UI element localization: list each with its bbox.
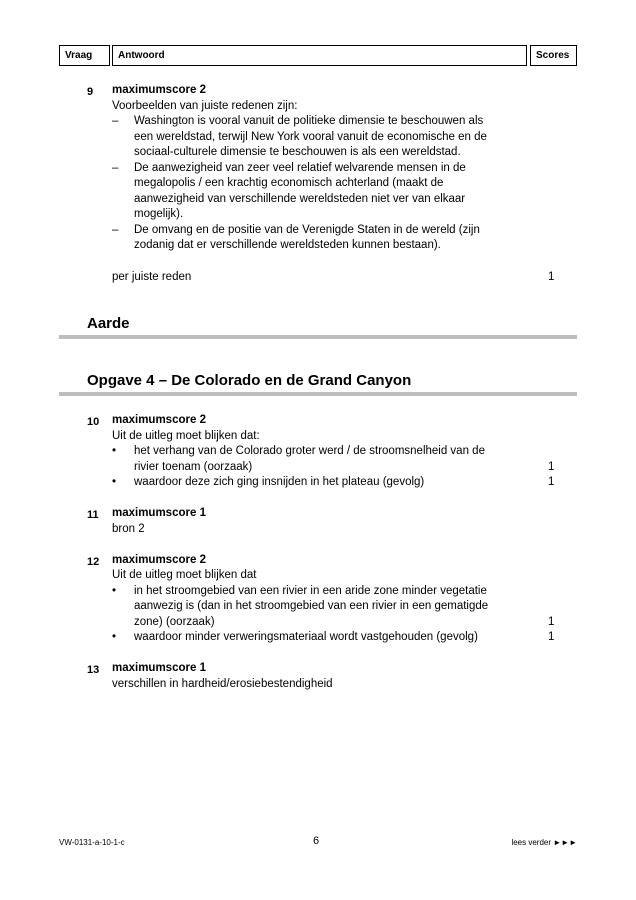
answer-line: het verhang van de Colorado groter werd / de stroomsnelheid van de [134,445,485,457]
bullet-marker: • [112,445,117,457]
dash-marker: – [112,162,119,174]
bullet-marker: • [112,585,117,597]
answer-line: waardoor deze zich ging insnijden in het plateau (gevolg) [134,476,425,488]
answer-line: een wereldstad, terwijl New York vooral vanuit de economische en de [134,131,487,143]
question-number: 12 [87,556,100,568]
score-value: 1 [548,631,555,643]
answer-line: De omvang en de positie van de Verenigde Staten in de wereld (zijn [134,224,480,236]
bullet-marker: • [112,476,117,488]
question-number: 11 [87,509,99,521]
question-number: 9 [87,86,94,98]
answer-line: aanwezig is (dan in het stroomgebied van een rivier in een gematigde [134,600,489,612]
section-title: Aarde [87,315,130,332]
question-max-score: maximumscore 1 [112,662,206,674]
score-value: 1 [548,271,555,283]
next-page-indicator: lees verder ►►► [511,838,577,847]
score-value: 1 [548,616,555,628]
answer-line: aanwezigheid van verschillende wereldsteden niet ver van elkaar [134,193,466,205]
answer-line: waardoor minder verweringsmateriaal wordt vastgehouden (gevolg) [134,631,478,643]
opgave-divider [59,392,577,396]
bullet-marker: • [112,631,117,643]
question-max-score: maximumscore 2 [112,554,206,566]
page-number: 6 [313,835,320,847]
answer-line: sociaal-culturele dimensie te beschouwen is als een wereldstad. [134,146,461,158]
question-max-score: maximumscore 2 [112,84,206,96]
dash-marker: – [112,224,119,236]
answer-line: Washington is vooral vanuit de politieke dimensie te beschouwen als [134,115,484,127]
answer-line: mogelijk). [134,208,184,220]
answer-line: zone) (oorzaak) [134,616,215,628]
question-intro: Voorbeelden van juiste redenen zijn: [112,100,298,112]
question-intro: Uit de uitleg moet blijken dat: [112,430,260,442]
header-antwoord: Antwoord [112,45,527,66]
answer-line: zodanig dat er verschillende wereldsteden kunnen bestaan). [134,239,441,251]
answer-line: megalopolis / een krachtig economisch achterland (maakt de [134,177,444,189]
question-max-score: maximumscore 2 [112,414,206,426]
question-number: 13 [87,664,100,676]
answer-line: verschillen in hardheid/erosiebestendigheid [112,678,333,690]
question-max-score: maximumscore 1 [112,507,206,519]
footer-code: VW-0131-a-10-1-c [59,838,125,847]
answer-line: De aanwezigheid van zeer veel relatief welvarende mensen in de [134,162,466,174]
section-divider [59,335,577,339]
answer-line: in het stroomgebied van een rivier in een aride zone minder vegetatie [134,585,487,597]
question-intro: Uit de uitleg moet blijken dat [112,569,257,581]
answer-line: rivier toenam (oorzaak) [134,461,253,473]
opgave-title: Opgave 4 – De Colorado en de Grand Canyon [87,372,412,389]
header-scores: Scores [530,45,577,66]
per-reason-text: per juiste reden [112,271,192,283]
dash-marker: – [112,115,119,127]
question-number: 10 [87,416,100,428]
header-vraag: Vraag [59,45,110,66]
score-value: 1 [548,461,555,473]
answer-line: bron 2 [112,523,145,535]
score-value: 1 [548,476,555,488]
